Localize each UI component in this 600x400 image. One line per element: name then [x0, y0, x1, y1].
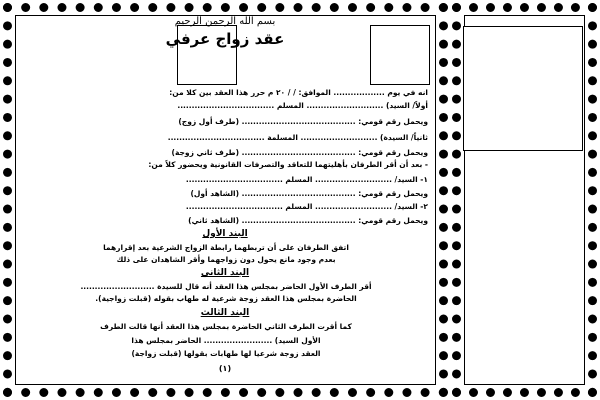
page-number: (١) — [218, 364, 232, 373]
husband-name-line: أولاً/ السيد) ........................... المسلم .................................. — [177, 101, 428, 110]
contract-title: عقد زواج عرفي — [165, 30, 285, 48]
witness-two-id-line: ويحمل رقم قومي: ........................................ (الشاهد ثاني) — [188, 216, 428, 225]
witness-one-id-line: ويحمل رقم قومي: ........................................ (الشاهد أول) — [190, 189, 428, 198]
clause-two-text: الحاضرة بمجلس هذا العقد زوجة شرعية له طهاب بقوله (قبلت زواجية). — [95, 294, 357, 303]
basmala: بسم الله الرحمن الرحيم — [174, 16, 276, 27]
clause-two-text: أقر الطرف الأول الحاضر بمجلس هذا العقد أنه قال للسيدة .......................... — [80, 282, 372, 291]
clause-two-heading: البند الثاني — [200, 268, 250, 278]
clause-one-text: اتفق الطرفان على أن تربطهما رابطة الزواج الشرعية بعد إقرارهما — [103, 243, 349, 252]
clause-three-text: الأول السيد) ........................ الحاضر بمجلس هذا — [131, 336, 321, 345]
clause-three-text: كما أقرت الطرف الثاني الحاضرة بمجلس هذا العقد أنها قالت الطرف — [100, 322, 352, 331]
clause-one-heading: البند الأول — [202, 229, 248, 239]
contract-date-line: انه في يوم .................. الموافق: / / ٢٠ م حرر هذا العقد بين كلا من: — [169, 88, 428, 97]
large-photo-box — [463, 26, 583, 151]
wife-name-line: ثانياً/ السيدة) ........................... المسلمة .................................. — [167, 133, 428, 142]
wife-id-line: ويحمل رقم قومي: ........................................ (طرف ثاني زوجة) — [171, 148, 428, 157]
witnesses-intro-line: - بعد أن أقر الطرفان بأهليتهما للتعاقد والتصرفات القانونية ويحضور كلاً من: — [148, 160, 428, 169]
witness-one-name-line: ١- السيد/ ........................... المسلم .................................. — [185, 175, 428, 184]
photo-box-right — [370, 25, 430, 85]
clause-three-heading: البند الثالث — [200, 308, 250, 318]
husband-id-line: ويحمل رقم قومي: ........................................ (طرف أول زوج) — [178, 117, 428, 126]
clause-one-text: بعدم وجود مانع يحول دون زواجهما وأقر الشاهدان على ذلك — [116, 255, 336, 264]
clause-three-text: العقد زوجة شرعيا لها طهابات بقولها (قبلت زواجة) — [131, 349, 321, 358]
witness-two-name-line: ٢- السيد/ ........................... المسلم .................................. — [185, 202, 428, 211]
